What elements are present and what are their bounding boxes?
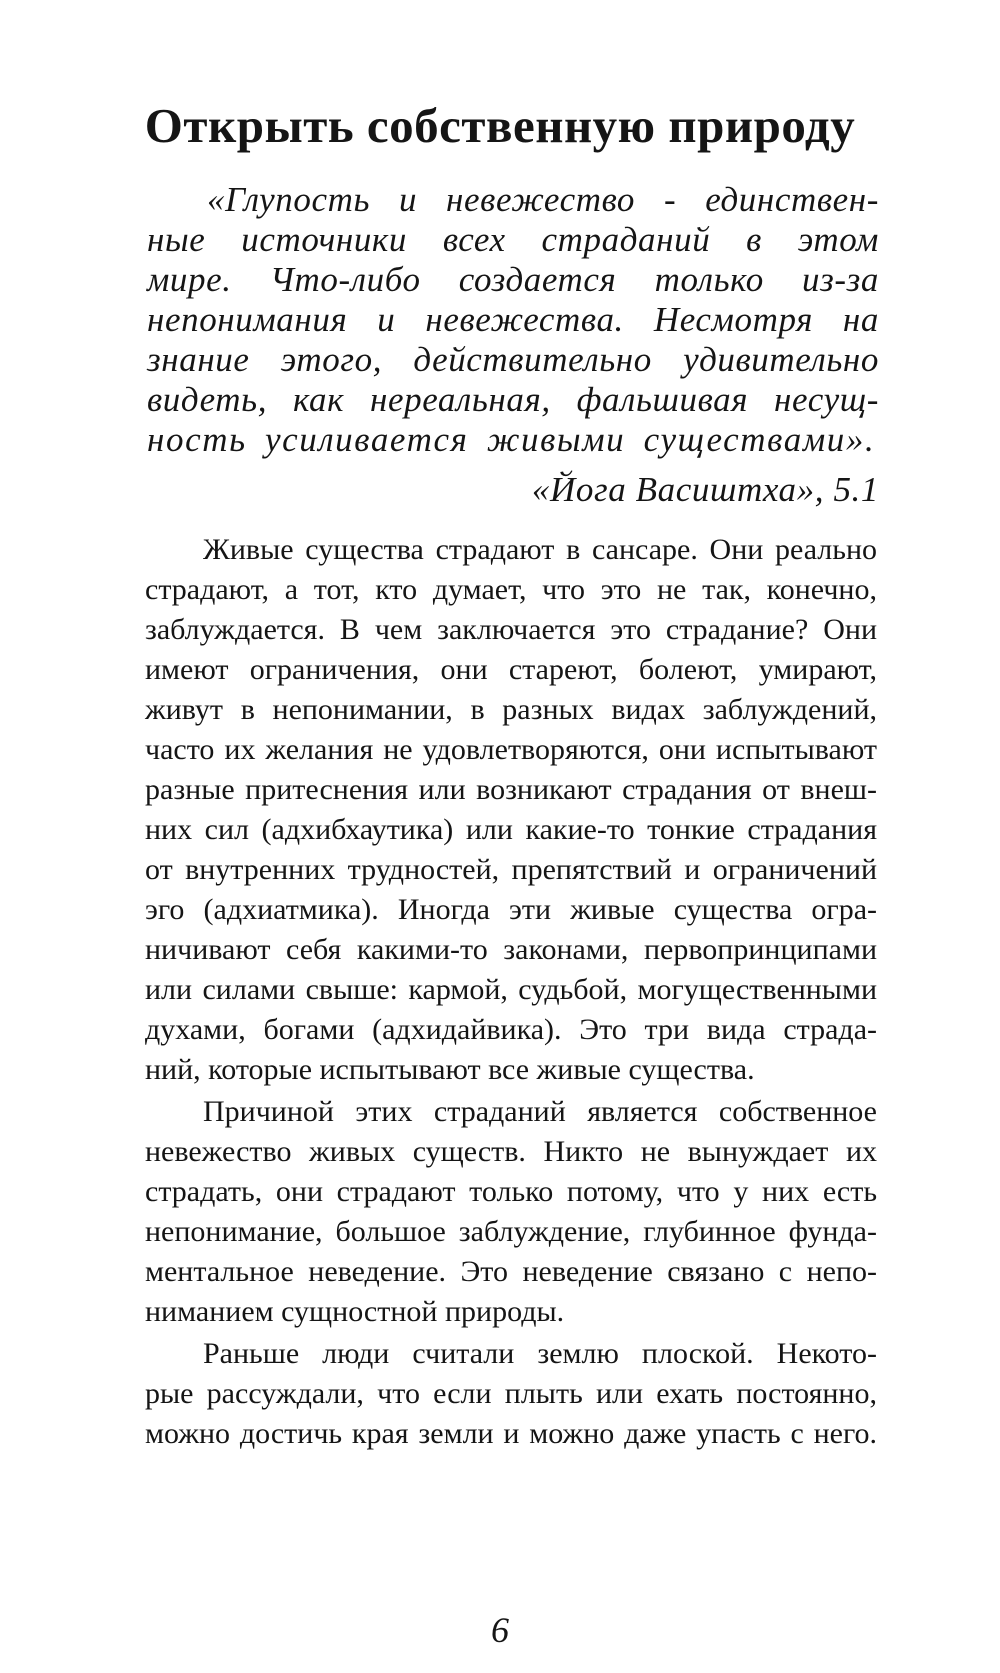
text-line: ничивают себя какими-то законами, первопринципами (145, 933, 877, 966)
text-line: от внутренних трудностей, препятствий и ограничений (145, 853, 877, 886)
text-line: ний, которые испытывают все живые существа. (145, 1053, 755, 1086)
text-line: можно достичь края земли и можно даже упасть с него. (145, 1417, 877, 1450)
epigraph-line: ные источники всех страданий в этом (147, 220, 879, 259)
text-line: имеют ограничения, они стареют, болеют, умирают, (145, 653, 877, 686)
text-line: часто их желания не удовлетворяются, они испытывают (145, 733, 877, 766)
epigraph-line: мире. Что-либо создается только из-за (147, 260, 879, 299)
epigraph-line: видеть, как нереальная, фальшивая несущ- (147, 380, 879, 419)
epigraph-line: ность усиливается живыми существами». (147, 420, 876, 459)
text-line: непонимание, большое заблуждение, глубинное фунда- (145, 1215, 877, 1248)
text-line: ниманием сущностной природы. (145, 1295, 565, 1328)
text-line: или силами свыше: кармой, судьбой, могущественными (145, 973, 877, 1006)
text-line: Причиной этих страданий является собственное (203, 1095, 877, 1128)
text-line: страдать, они страдают только потому, что у них есть (145, 1175, 877, 1208)
text-line: них сил (адхибхаутика) или какие-то тонкие страдания (145, 813, 877, 846)
text-line: ментальное неведение. Это неведение связано с непо- (145, 1255, 877, 1288)
epigraph-source: «Йога Васиштха», 5.1 (531, 470, 879, 509)
chapter-title: Открыть собственную природу (144, 98, 856, 153)
text-line: живут в непонимании, в разных видах заблуждений, (145, 693, 877, 726)
epigraph-line: непонимания и невежества. Несмотря на (147, 300, 879, 339)
epigraph-line: «Глупость и невежество - единствен- (207, 180, 879, 219)
epigraph-line: знание этого, действительно удивительно (147, 340, 879, 379)
text-line: страдают, а тот, кто думает, что это не так, конечно, (145, 573, 877, 606)
page-number: 6 (491, 1610, 509, 1650)
text-line: невежество живых существ. Никто не вынуждает их (145, 1135, 877, 1168)
text-line: заблуждается. В чем заключается это страдание? Они (145, 613, 877, 646)
text-line: разные притеснения или возникают страдания от внеш- (145, 773, 877, 806)
text-line: Раньше люди считали землю плоской. Некото- (203, 1337, 877, 1370)
text-line: духами, богами (адхидайвика). Это три вида страда- (145, 1013, 877, 1046)
text-line: эго (адхиатмика). Иногда эти живые существа огра- (145, 893, 877, 926)
text-line: Живые существа страдают в сансаре. Они реально (203, 533, 877, 566)
text-line: рые рассуждали, что если плыть или ехать постоянно, (145, 1377, 877, 1410)
